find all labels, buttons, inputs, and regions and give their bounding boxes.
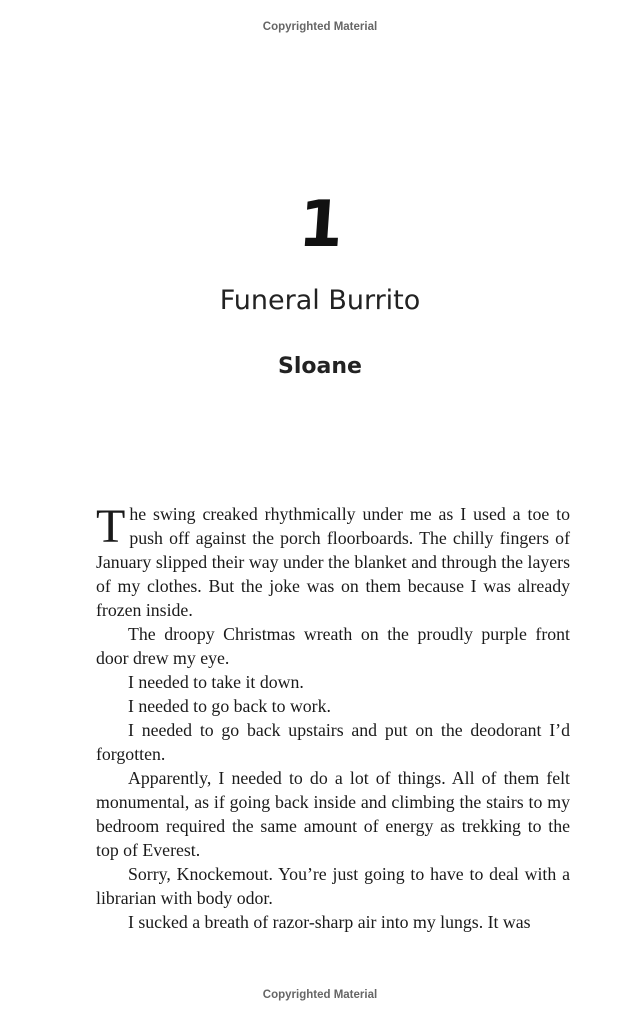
paragraph: Sorry, Knockemout. You’re just going to have to deal with a librarian with body odor. xyxy=(96,864,570,908)
paragraph: I needed to go back to work. xyxy=(128,696,331,716)
paragraph: I sucked a breath of razor-sharp air into my lungs. It was xyxy=(128,912,531,932)
paragraph: The droopy Christmas wreath on the proudly purple front door drew my eye. xyxy=(96,624,570,668)
chapter-body xyxy=(96,502,570,934)
chapter-title: Funeral Burrito xyxy=(219,285,421,316)
pov-character-name: Sloane xyxy=(278,354,362,379)
paragraph: Apparently, I needed to do a lot of things. All of them felt monumental, as if going back inside and climbing the stairs to my bedroom required the same amount of energy as trekking to the top of Everest. xyxy=(96,768,570,860)
paragraph: I needed to go back upstairs and put on the deodorant I’d forgotten. xyxy=(96,720,570,764)
page-header: Copyrighted Material xyxy=(262,21,378,33)
chapter-number: 1 xyxy=(296,188,344,262)
drop-cap: T xyxy=(96,500,126,553)
first-paragraph xyxy=(96,502,570,622)
first-paragraph-text: he swing creaked rhythmically under me as I used a toe to push off against the porch floorboards. The chilly fingers of January slipped their way under the blanket and through the layers of my clothes. But the joke was on them because I was already frozen inside. xyxy=(96,504,570,620)
paragraph: I needed to take it down. xyxy=(128,672,304,692)
page-footer: Copyrighted Material xyxy=(262,989,378,1001)
